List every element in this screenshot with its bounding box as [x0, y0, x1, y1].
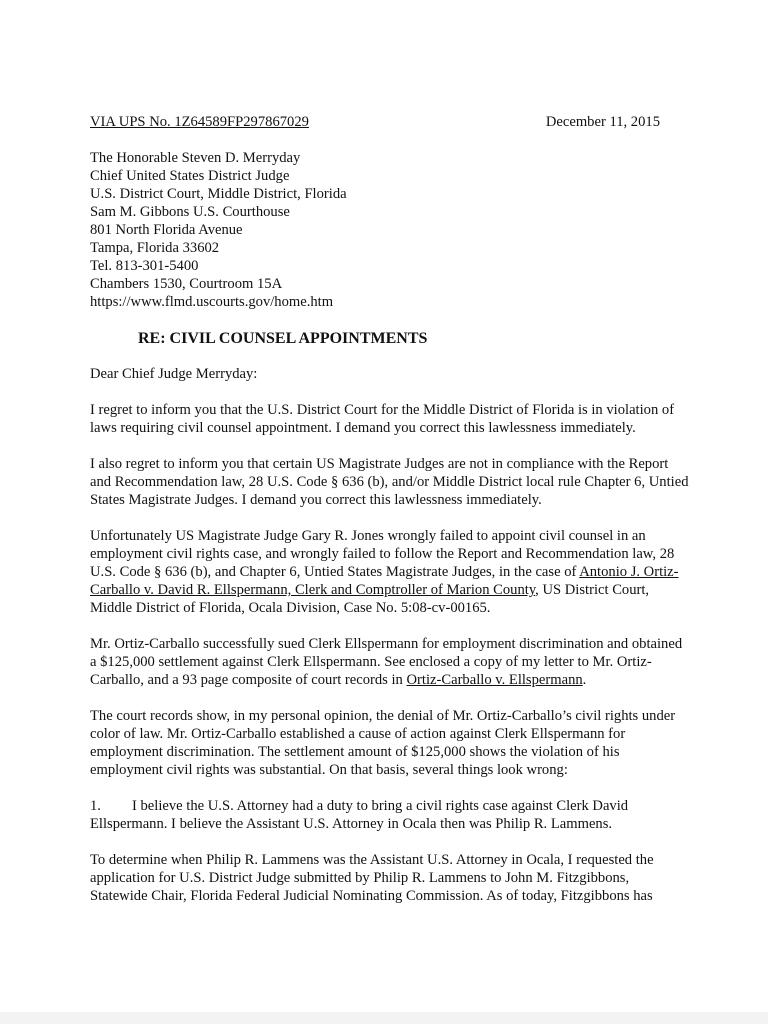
address-line: Tampa, Florida 33602 — [90, 240, 220, 256]
paragraph-3-text-end: , US District Court, Middle District of Florida, Ocala Division, Case No. 5:08-cv-00165. — [90, 582, 650, 616]
address-line: Tel. 813-301-5400 — [90, 258, 199, 274]
address-line: Sam M. Gibbons U.S. Courthouse — [90, 204, 290, 220]
address-url: https://www.flmd.uscourts.gov/home.htm — [90, 294, 334, 310]
item-number: 1. — [90, 798, 101, 814]
paragraph-4-text-end: . — [582, 672, 587, 688]
numbered-item-1 — [90, 797, 690, 833]
item-text: I believe the U.S. Attorney had a duty to bring a civil rights case against Clerk David Ellspermann. I believe the Assistant U.S. Attorney in Ocala then was Philip R. Lammens. — [90, 798, 629, 832]
paragraph-2: I also regret to inform you that certain US Magistrate Judges are not in compliance with the Report and Recommendation law, 28 U.S. Code § 636 (b), and/or Middle District local rule Chapter 6, Untied States Magistrate Judges. I demand you correct this lawlessness immediately. — [90, 456, 689, 508]
address-line: Chambers 1530, Courtroom 15A — [90, 276, 283, 292]
paragraph-4-text: Mr. Ortiz-Carballo successfully sued Clerk Ellspermann for employment discrimination and obtained a $125,000 settlement against Clerk Ellspermann. See enclosed a copy of my letter to Mr. Ortiz-Carballo, and a 93 page composite of court records in — [90, 636, 683, 688]
paragraph-4 — [90, 635, 690, 689]
salutation: Dear Chief Judge Merryday: — [90, 366, 258, 382]
address-line: Chief United States District Judge — [90, 168, 290, 184]
recipient-address — [90, 149, 690, 311]
ups-tracking-line: VIA UPS No. 1Z64589FP297867029 — [90, 114, 309, 130]
paragraph-5: The court records show, in my personal opinion, the denial of Mr. Ortiz-Carballo’s civil rights under color of law. Mr. Ortiz-Carballo established a cause of action against Clerk Ellspermann for employment discrimination. The settlement amount of $125,000 shows the violation of his employment civil rights was substantial. On that basis, several things look wrong: — [90, 708, 676, 778]
address-line: The Honorable Steven D. Merryday — [90, 150, 301, 166]
paragraph-3 — [90, 527, 690, 617]
case-short-name: Ortiz-Carballo v. Ellspermann — [406, 672, 583, 688]
letter-date: December 11, 2015 — [545, 114, 660, 130]
address-line: 801 North Florida Avenue — [90, 222, 243, 238]
paragraph-1: I regret to inform you that the U.S. District Court for the Middle District of Florida is in violation of laws requiring civil counsel appointment. I demand you correct this lawlessness immediately. — [90, 402, 675, 436]
letter-header — [90, 113, 660, 131]
paragraph-6: To determine when Philip R. Lammens was the Assistant U.S. Attorney in Ocala, I requested the application for U.S. District Judge submitted by Philip R. Lammens to John M. Fitzgibbons, Statewide Chair, Florida Federal Judicial Nominating Commission. As of today, Fitzgibbons has — [90, 852, 654, 904]
subject-line: RE: CIVIL COUNSEL APPOINTMENTS — [138, 330, 428, 347]
paragraph-3-text: Unfortunately US Magistrate Judge Gary R. Jones wrongly failed to appoint civil counsel in an employment civil rights case, and wrongly failed to follow the Report and Recommendation law, 28 U.S. Code § 636 (b), and Chapter 6, Untied States Magistrate Judges, in the case of — [90, 528, 675, 580]
address-line: U.S. District Court, Middle District, Florida — [90, 186, 347, 202]
page-bottom-edge — [0, 1012, 768, 1024]
letter — [90, 113, 690, 905]
case-name: Antonio J. Ortiz-Carballo v. David R. Ellspermann, Clerk and Comptroller of Marion County — [90, 564, 679, 598]
